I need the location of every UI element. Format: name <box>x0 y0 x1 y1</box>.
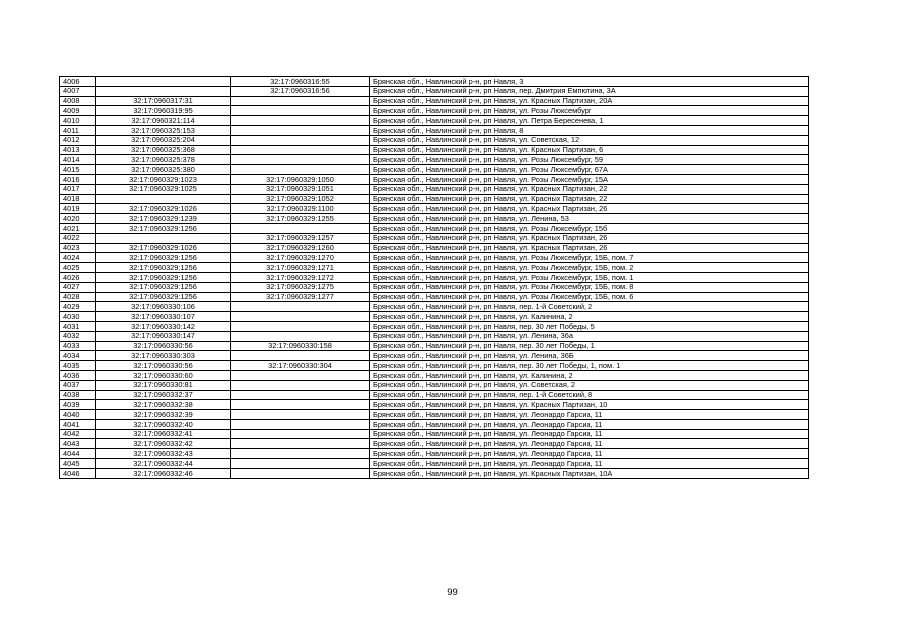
address-cell: Брянская обл., Навлинский р-н, рп Навля, ул. Ленина, 53 <box>370 214 809 224</box>
address-cell: Брянская обл., Навлинский р-н, рп Навля, ул. Красных Партизан, 6 <box>370 145 809 155</box>
object-cadastral-number-cell <box>231 96 370 106</box>
parcel-cadastral-number-cell: 32:17:0960329:1026 <box>96 204 231 214</box>
parcel-cadastral-number-cell: 32:17:0960330:147 <box>96 331 231 341</box>
table-row <box>60 253 809 263</box>
table-row <box>60 380 809 390</box>
address-cell: Брянская обл., Навлинский р-н, рп Навля, ул. Розы Люксембург, 59 <box>370 155 809 165</box>
object-cadastral-number-cell: 32:17:0960329:1272 <box>231 272 370 282</box>
row-number-cell: 4012 <box>60 135 96 145</box>
address-cell: Брянская обл., Навлинский р-н, рп Навля, ул. Розы Люксембург, 15Б, пом. 2 <box>370 263 809 273</box>
row-number-cell: 4045 <box>60 459 96 469</box>
row-number-cell: 4029 <box>60 302 96 312</box>
object-cadastral-number-cell <box>231 439 370 449</box>
address-cell: Брянская обл., Навлинский р-н, рп Навля, 8 <box>370 125 809 135</box>
address-cell: Брянская обл., Навлинский р-н, рп Навля, ул. Калинина, 2 <box>370 370 809 380</box>
object-cadastral-number-cell: 32:17:0960329:1277 <box>231 292 370 302</box>
object-cadastral-number-cell <box>231 331 370 341</box>
parcel-cadastral-number-cell: 32:17:0960330:81 <box>96 380 231 390</box>
row-number-cell: 4007 <box>60 86 96 96</box>
table-row <box>60 312 809 322</box>
parcel-cadastral-number-cell: 32:17:0960330:60 <box>96 370 231 380</box>
address-cell: Брянская обл., Навлинский р-н, рп Навля, ул. Розы Люксембург, 15б <box>370 223 809 233</box>
object-cadastral-number-cell <box>231 223 370 233</box>
address-cell: Брянская обл., Навлинский р-н, рп Навля, ул. Красных Партизан, 26 <box>370 204 809 214</box>
object-cadastral-number-cell <box>231 145 370 155</box>
table-row <box>60 135 809 145</box>
table-row <box>60 125 809 135</box>
table-row <box>60 439 809 449</box>
address-cell: Брянская обл., Навлинский р-н, рп Навля, ул. Розы Люксембург, 15А <box>370 174 809 184</box>
object-cadastral-number-cell: 32:17:0960329:1270 <box>231 253 370 263</box>
address-cell: Брянская обл., Навлинский р-н, рп Навля, ул. Красных Партизан, 22 <box>370 194 809 204</box>
parcel-cadastral-number-cell: 32:17:0960332:38 <box>96 400 231 410</box>
row-number-cell: 4034 <box>60 351 96 361</box>
row-number-cell: 4023 <box>60 243 96 253</box>
parcel-cadastral-number-cell: 32:17:0960325:368 <box>96 145 231 155</box>
parcel-cadastral-number-cell: 32:17:0960330:142 <box>96 321 231 331</box>
address-cell: Брянская обл., Навлинский р-н, рп Навля, ул. Красных Партизан, 20А <box>370 96 809 106</box>
parcel-cadastral-number-cell: 32:17:0960329:1256 <box>96 292 231 302</box>
table-row <box>60 174 809 184</box>
object-cadastral-number-cell: 32:17:0960316:55 <box>231 77 370 87</box>
table-row <box>60 400 809 410</box>
row-number-cell: 4011 <box>60 125 96 135</box>
object-cadastral-number-cell <box>231 116 370 126</box>
table-row <box>60 165 809 175</box>
object-cadastral-number-cell: 32:17:0960329:1050 <box>231 174 370 184</box>
table-row <box>60 282 809 292</box>
row-number-cell: 4025 <box>60 263 96 273</box>
address-cell: Брянская обл., Навлинский р-н, рп Навля, пер. Дмитрия Емпютина, 3А <box>370 86 809 96</box>
object-cadastral-number-cell <box>231 351 370 361</box>
table-row <box>60 370 809 380</box>
parcel-cadastral-number-cell: 32:17:0960332:39 <box>96 410 231 420</box>
object-cadastral-number-cell <box>231 400 370 410</box>
object-cadastral-number-cell <box>231 302 370 312</box>
row-number-cell: 4033 <box>60 341 96 351</box>
object-cadastral-number-cell: 32:17:0960329:1255 <box>231 214 370 224</box>
parcel-cadastral-number-cell: 32:17:0960330:303 <box>96 351 231 361</box>
table-row <box>60 410 809 420</box>
parcel-cadastral-number-cell: 32:17:0960332:37 <box>96 390 231 400</box>
row-number-cell: 4038 <box>60 390 96 400</box>
address-cell: Брянская обл., Навлинский р-н, рп Навля, ул. Леонардо Гарсиа, 11 <box>370 419 809 429</box>
parcel-cadastral-number-cell: 32:17:0960317:31 <box>96 96 231 106</box>
object-cadastral-number-cell <box>231 429 370 439</box>
parcel-cadastral-number-cell: 32:17:0960330:56 <box>96 341 231 351</box>
address-cell: Брянская обл., Навлинский р-н, рп Навля, ул. Петра Бересенева, 1 <box>370 116 809 126</box>
address-cell: Брянская обл., Навлинский р-н, рп Навля, 3 <box>370 77 809 87</box>
row-number-cell: 4008 <box>60 96 96 106</box>
parcel-cadastral-number-cell <box>96 194 231 204</box>
address-cell: Брянская обл., Навлинский р-н, рп Навля, ул. Советская, 2 <box>370 380 809 390</box>
parcel-cadastral-number-cell: 32:17:0960332:42 <box>96 439 231 449</box>
object-cadastral-number-cell: 32:17:0960329:1052 <box>231 194 370 204</box>
parcel-cadastral-number-cell: 32:17:0960321:114 <box>96 116 231 126</box>
row-number-cell: 4044 <box>60 449 96 459</box>
object-cadastral-number-cell: 32:17:0960329:1260 <box>231 243 370 253</box>
row-number-cell: 4016 <box>60 174 96 184</box>
table-row <box>60 214 809 224</box>
object-cadastral-number-cell <box>231 125 370 135</box>
parcel-cadastral-number-cell: 32:17:0960329:1023 <box>96 174 231 184</box>
parcel-cadastral-number-cell <box>96 77 231 87</box>
address-cell: Брянская обл., Навлинский р-н, рп Навля, пер. 1-й Советский, 8 <box>370 390 809 400</box>
object-cadastral-number-cell <box>231 390 370 400</box>
address-cell: Брянская обл., Навлинский р-н, рп Навля, ул. Советская, 12 <box>370 135 809 145</box>
object-cadastral-number-cell <box>231 155 370 165</box>
address-cell: Брянская обл., Навлинский р-н, рп Навля, ул. Ленина, 36Б <box>370 351 809 361</box>
object-cadastral-number-cell <box>231 321 370 331</box>
table-row <box>60 223 809 233</box>
row-number-cell: 4036 <box>60 370 96 380</box>
object-cadastral-number-cell <box>231 468 370 478</box>
parcel-cadastral-number-cell: 32:17:0960325:153 <box>96 125 231 135</box>
object-cadastral-number-cell <box>231 419 370 429</box>
parcel-cadastral-number-cell: 32:17:0960332:41 <box>96 429 231 439</box>
row-number-cell: 4043 <box>60 439 96 449</box>
address-cell: Брянская обл., Навлинский р-н, рп Навля, ул. Леонардо Гарсиа, 11 <box>370 410 809 420</box>
table-row <box>60 429 809 439</box>
object-cadastral-number-cell: 32:17:0960330:304 <box>231 361 370 371</box>
row-number-cell: 4031 <box>60 321 96 331</box>
row-number-cell: 4042 <box>60 429 96 439</box>
row-number-cell: 4032 <box>60 331 96 341</box>
table-row <box>60 459 809 469</box>
table-row <box>60 184 809 194</box>
table-row <box>60 145 809 155</box>
table-row <box>60 263 809 273</box>
table-row <box>60 302 809 312</box>
row-number-cell: 4018 <box>60 194 96 204</box>
table-row <box>60 155 809 165</box>
row-number-cell: 4046 <box>60 468 96 478</box>
table-row <box>60 341 809 351</box>
table-row <box>60 292 809 302</box>
address-cell: Брянская обл., Навлинский р-н, рп Навля, пер. 30 лет Победы, 1 <box>370 341 809 351</box>
parcel-cadastral-number-cell: 32:17:0960325:378 <box>96 155 231 165</box>
table-row <box>60 419 809 429</box>
row-number-cell: 4022 <box>60 233 96 243</box>
address-cell: Брянская обл., Навлинский р-н, рп Навля, пер. 30 лет Победы, 5 <box>370 321 809 331</box>
object-cadastral-number-cell <box>231 106 370 116</box>
parcel-cadastral-number-cell: 32:17:0960329:1256 <box>96 263 231 273</box>
address-cell: Брянская обл., Навлинский р-н, рп Навля, ул. Леонардо Гарсиа, 11 <box>370 459 809 469</box>
table-row <box>60 106 809 116</box>
table-row <box>60 351 809 361</box>
address-cell: Брянская обл., Навлинский р-н, рп Навля, ул. Калинина, 2 <box>370 312 809 322</box>
row-number-cell: 4013 <box>60 145 96 155</box>
object-cadastral-number-cell <box>231 135 370 145</box>
address-cell: Брянская обл., Навлинский р-н, рп Навля, ул. Розы Люксембург, 15Б, пом. 7 <box>370 253 809 263</box>
object-cadastral-number-cell: 32:17:0960330:158 <box>231 341 370 351</box>
row-number-cell: 4041 <box>60 419 96 429</box>
address-cell: Брянская обл., Навлинский р-н, рп Навля, пер. 30 лет Победы, 1, пом. 1 <box>370 361 809 371</box>
parcel-cadastral-number-cell: 32:17:0960325:204 <box>96 135 231 145</box>
row-number-cell: 4009 <box>60 106 96 116</box>
row-number-cell: 4010 <box>60 116 96 126</box>
object-cadastral-number-cell: 32:17:0960329:1275 <box>231 282 370 292</box>
row-number-cell: 4024 <box>60 253 96 263</box>
row-number-cell: 4026 <box>60 272 96 282</box>
row-number-cell: 4037 <box>60 380 96 390</box>
table-row <box>60 468 809 478</box>
parcel-cadastral-number-cell: 32:17:0960325:380 <box>96 165 231 175</box>
object-cadastral-number-cell: 32:17:0960329:1100 <box>231 204 370 214</box>
address-cell: Брянская обл., Навлинский р-н, рп Навля, ул. Красных Партизан, 10 <box>370 400 809 410</box>
parcel-cadastral-number-cell: 32:17:0960332:40 <box>96 419 231 429</box>
parcel-cadastral-number-cell: 32:17:0960330:106 <box>96 302 231 312</box>
parcel-cadastral-number-cell: 32:17:0960332:43 <box>96 449 231 459</box>
table-row <box>60 390 809 400</box>
table-row <box>60 96 809 106</box>
row-number-cell: 4040 <box>60 410 96 420</box>
parcel-cadastral-number-cell: 32:17:0960329:1025 <box>96 184 231 194</box>
parcel-cadastral-number-cell: 32:17:0960329:1256 <box>96 282 231 292</box>
parcel-cadastral-number-cell: 32:17:0960330:107 <box>96 312 231 322</box>
table-row <box>60 449 809 459</box>
row-number-cell: 4021 <box>60 223 96 233</box>
parcel-cadastral-number-cell: 32:17:0960329:1239 <box>96 214 231 224</box>
table-row <box>60 86 809 96</box>
address-cell: Брянская обл., Навлинский р-н, рп Навля, ул. Красных Партизан, 26 <box>370 243 809 253</box>
object-cadastral-number-cell <box>231 449 370 459</box>
parcel-cadastral-number-cell: 32:17:0960332:46 <box>96 468 231 478</box>
object-cadastral-number-cell <box>231 459 370 469</box>
property-registry-table <box>59 76 809 479</box>
table-row <box>60 116 809 126</box>
object-cadastral-number-cell <box>231 410 370 420</box>
address-cell: Брянская обл., Навлинский р-н, рп Навля, ул. Розы Люксембург, 15Б, пом. 6 <box>370 292 809 302</box>
row-number-cell: 4006 <box>60 77 96 87</box>
object-cadastral-number-cell <box>231 312 370 322</box>
parcel-cadastral-number-cell: 32:17:0960329:1256 <box>96 272 231 282</box>
parcel-cadastral-number-cell: 32:17:0960330:56 <box>96 361 231 371</box>
row-number-cell: 4030 <box>60 312 96 322</box>
row-number-cell: 4015 <box>60 165 96 175</box>
address-cell: Брянская обл., Навлинский р-н, рп Навля, ул. Леонардо Гарсиа, 11 <box>370 429 809 439</box>
object-cadastral-number-cell: 32:17:0960329:1051 <box>231 184 370 194</box>
table-row <box>60 77 809 87</box>
address-cell: Брянская обл., Навлинский р-н, рп Навля, ул. Розы Люксембург <box>370 106 809 116</box>
address-cell: Брянская обл., Навлинский р-н, рп Навля, ул. Ленина, 36а <box>370 331 809 341</box>
object-cadastral-number-cell <box>231 370 370 380</box>
address-cell: Брянская обл., Навлинский р-н, рп Навля, ул. Красных Партизан, 10А <box>370 468 809 478</box>
address-cell: Брянская обл., Навлинский р-н, рп Навля, ул. Розы Люксембург, 15Б, пом. 8 <box>370 282 809 292</box>
table-row <box>60 194 809 204</box>
parcel-cadastral-number-cell: 32:17:0960329:1256 <box>96 223 231 233</box>
address-cell: Брянская обл., Навлинский р-н, рп Навля, пер. 1-й Советский, 2 <box>370 302 809 312</box>
row-number-cell: 4035 <box>60 361 96 371</box>
row-number-cell: 4014 <box>60 155 96 165</box>
table-row <box>60 204 809 214</box>
table-row <box>60 233 809 243</box>
address-cell: Брянская обл., Навлинский р-н, рп Навля, ул. Розы Люксембург, 15Б, пом. 1 <box>370 272 809 282</box>
address-cell: Брянская обл., Навлинский р-н, рп Навля, ул. Леонардо Гарсиа, 11 <box>370 439 809 449</box>
table-row <box>60 243 809 253</box>
row-number-cell: 4017 <box>60 184 96 194</box>
parcel-cadastral-number-cell: 32:17:0960329:1256 <box>96 253 231 263</box>
object-cadastral-number-cell <box>231 380 370 390</box>
address-cell: Брянская обл., Навлинский р-н, рп Навля, ул. Красных Партизан, 26 <box>370 233 809 243</box>
object-cadastral-number-cell <box>231 165 370 175</box>
parcel-cadastral-number-cell: 32:17:0960329:1026 <box>96 243 231 253</box>
address-cell: Брянская обл., Навлинский р-н, рп Навля, ул. Красных Партизан, 22 <box>370 184 809 194</box>
row-number-cell: 4020 <box>60 214 96 224</box>
address-cell: Брянская обл., Навлинский р-н, рп Навля, ул. Розы Люксембург, 67А <box>370 165 809 175</box>
registry-table-body <box>60 77 809 479</box>
object-cadastral-number-cell: 32:17:0960316:56 <box>231 86 370 96</box>
row-number-cell: 4039 <box>60 400 96 410</box>
row-number-cell: 4019 <box>60 204 96 214</box>
parcel-cadastral-number-cell <box>96 86 231 96</box>
parcel-cadastral-number-cell: 32:17:0960319:95 <box>96 106 231 116</box>
table-row <box>60 361 809 371</box>
address-cell: Брянская обл., Навлинский р-н, рп Навля, ул. Леонардо Гарсиа, 11 <box>370 449 809 459</box>
parcel-cadastral-number-cell: 32:17:0960332:44 <box>96 459 231 469</box>
parcel-cadastral-number-cell <box>96 233 231 243</box>
page-number: 99 <box>447 587 458 598</box>
table-row <box>60 331 809 341</box>
table-row <box>60 272 809 282</box>
table-row <box>60 321 809 331</box>
row-number-cell: 4027 <box>60 282 96 292</box>
object-cadastral-number-cell: 32:17:0960329:1257 <box>231 233 370 243</box>
object-cadastral-number-cell: 32:17:0960329:1271 <box>231 263 370 273</box>
row-number-cell: 4028 <box>60 292 96 302</box>
